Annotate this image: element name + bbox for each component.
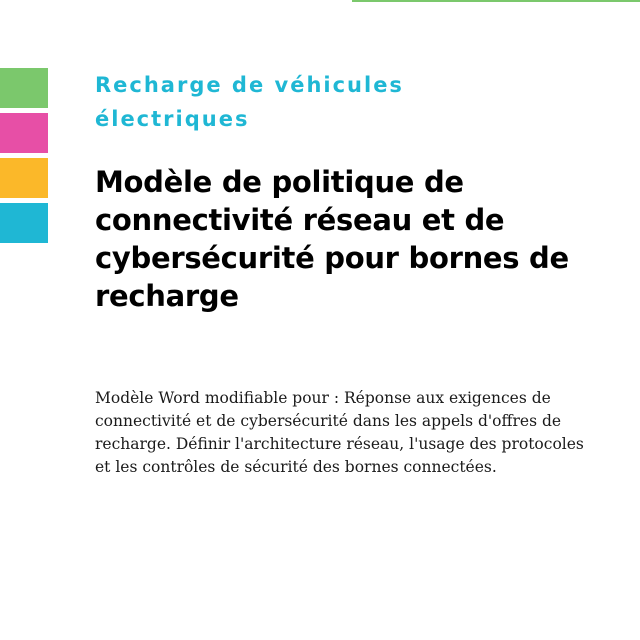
color-stripe-yellow	[0, 158, 48, 198]
color-stripe-green	[0, 68, 48, 108]
document-description: Modèle Word modifiable pour : Réponse aux exigences de connectivité et de cybersécurité dans les appels d'offres de recharge. Définir l'architecture réseau, l'usage des protocoles et les contrôles de sécurité des bornes connectées.	[95, 389, 584, 476]
color-stripe-cyan	[0, 203, 48, 243]
color-stripe-pink	[0, 113, 48, 153]
category-label: Recharge de véhicules électriques	[95, 73, 404, 131]
document-title: Modèle de politique de connectivité réseau et de cybersécurité pour bornes de recharge	[95, 165, 569, 313]
top-accent-line	[352, 0, 640, 2]
